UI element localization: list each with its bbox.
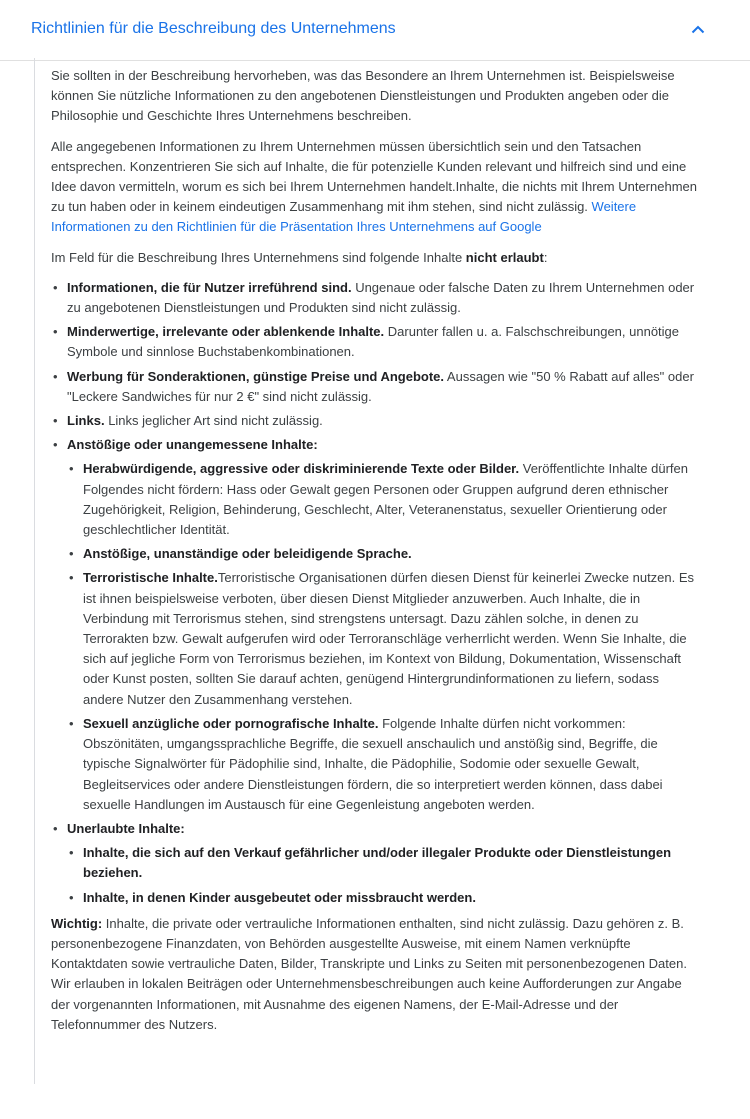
not-allowed-intro-text: Im Feld für die Beschreibung Ihres Unternehmens sind folgende Inhalte [51,249,466,265]
illegal-heading: Unerlaubte Inhalte: [67,820,185,836]
accordion-title[interactable]: Richtlinien für die Beschreibung des Unternehmens [31,20,396,37]
facts-paragraph [51,137,701,238]
list-item [51,278,701,318]
rule-text: Darunter fallen u. a. Falschschreibungen, unnötige Symbole und sinnlose Buchstabenkombinationen. [67,324,680,360]
rule-text: Ungenaue oder falsche Daten zu Ihrem Unternehmen oder zu angebotenen Dienstleistungen und Produkten sind nicht zulässig. [67,279,695,316]
facts-text: Alle angegebenen Informationen zu Ihrem Unternehmen müssen übersichtlich sein und den Tatsachen entsprechen. Konzentrieren Sie sich auf Inhalte, die für potenzielle Kunden relevant und hilfreich sind und eine Idee davon vermitteln, worum es sich bei Ihrem Unternehmen handelt.Inhalte, die nichts mit Ihrem Unternehmen zu tun haben oder in keinem eindeutigen Zusammenhang mit ihm stehen, sind nicht zulässig. [51,138,697,215]
illegal-sublist [67,843,701,908]
subrule-title: Inhalte, in denen Kinder ausgebeutet oder missbraucht werden. [83,889,476,905]
list-item [51,322,701,362]
not-allowed-colon: : [543,249,548,265]
rules-list [51,278,701,908]
list-item [51,435,701,815]
subrule-title: Anstößige, unanständige oder beleidigende Sprache. [83,546,412,562]
subrule-text: Folgende Inhalte dürfen nicht vorkommen: Obszönitäten, umgangssprachliche Begriffe, die sexuell anschaulich und anstößig sind, Begriffe, die typische Signalwörter für Pädophilie sind, Inhalte, die Pädophilie, Sodomie oder sexuelle Gewalt, Begleitservices oder andere Dienstleistungen fördern, die so interpretiert werden können, dass dabei sexuelle Handlungen im Austausch für eine Gegenleistung angeboten werden. [83,715,663,812]
policy-content [51,66,701,1045]
subrule-text: Veröffentlichte Inhalte dürfen Folgendes nicht fördern: Hass oder Gewalt gegen Personen oder Gruppen aufgrund deren ethnischer Zugehörigkeit, Religion, Behinderung, Geschlecht, Alter, Veteranenstatus, sexueller Orientierung oder geschlechtlicher Identität. [83,461,689,538]
important-paragraph [51,914,701,1035]
important-label: Wichtig: [51,915,103,931]
list-item [51,367,701,407]
accordion-panel [34,58,735,1084]
subrule-text: Terroristische Organisationen dürfen diesen Dienst für keinerlei Zwecke nutzen. Es ist ihnen beispielsweise verboten, über diesen Dienst Mitglieder anzuwerben. Auch Inhalte, die in Verbindung mit Terrorismus stehen, sind strengstens untersagt. Dazu zählen solche, in denen zu Terrorakten bzw. Gewalt aufgerufen wird oder Terroranschläge verherrlicht werden. Wenn Sie Inhalte, die sich auf jegliche Form von Terrorismus beziehen, im Kontext von Bildung, Dokumentation, Wissenschaft oder Kunst posten, sollten Sie darauf achten, genügend Hintergrundinformationen zu liefern, sodass andere Nutzer den Zusammenhang verstehen. [83,570,695,707]
subrule-title: Terroristische Inhalte. [83,570,218,586]
rule-text: Aussagen wie "50 % Rabatt auf alles" oder "Leckere Sandwiches für nur 2 €" sind nicht zulässig. [67,368,694,404]
important-text: Inhalte, die private oder vertrauliche Informationen enthalten, sind nicht zulässig. Dazu gehören z. B. personenbezogene Finanzdaten, von Behörden ausgestellte Ausweise, mit einem Namen verknüpfte Kontaktdaten sowie vertrauliche Daten, Bilder, Transkripte und Links zu Seiten mit personenbezogenen Daten. Wir erlauben in lokalen Beiträgen oder Unternehmensbeschreibungen auch keine Aufforderungen zur Angabe der vorgenannten Informationen, mit Ausnahme des eigenen Namens, der E-Mail-Adresse und der Telefonnummer des Nutzers. [51,915,687,1032]
sublist-item [67,843,701,883]
sublist-item [67,714,701,815]
subrule-title: Inhalte, die sich auf den Verkauf gefährlicher und/oder illegaler Produkte oder Dienstleistungen beziehen. [83,845,672,881]
not-allowed-intro [51,248,701,268]
rule-title: Minderwertige, irrelevante oder ablenkende Inhalte. [67,324,385,340]
chevron-up-icon[interactable] [688,20,708,40]
presentation-guidelines-link[interactable]: Weitere Informationen zu den Richtlinien für die Präsentation Ihres Unternehmens auf Google [51,199,637,235]
list-item [51,411,701,431]
not-allowed-emphasis: nicht erlaubt [465,249,544,265]
subrule-title: Herabwürdigende, aggressive oder diskriminierende Texte oder Bilder. [83,461,520,477]
offensive-sublist [67,459,701,814]
sublist-item [67,459,701,540]
sublist-item [67,544,701,564]
rule-title: Werbung für Sonderaktionen, günstige Preise und Angebote. [67,368,445,384]
rule-title: Informationen, die für Nutzer irreführend sind. [67,279,352,295]
offensive-heading: Anstößige oder unangemessene Inhalte: [67,437,318,453]
list-item [51,819,701,908]
rule-title: Links. [67,413,105,429]
accordion-header[interactable] [0,0,750,61]
sublist-item [67,888,701,908]
subrule-title: Sexuell anzügliche oder pornografische Inhalte. [83,715,379,731]
intro-paragraph: Sie sollten in der Beschreibung hervorheben, was das Besondere an Ihrem Unternehmen ist. Beispielsweise können Sie nützliche Informationen zu den angebotenen Dienstleistungen und Produkten angeben oder die Philosophie und Geschichte Ihres Unternehmens beschreiben. [51,68,675,124]
rule-text: Links jeglicher Art sind nicht zulässig. [104,413,323,429]
sublist-item [67,568,701,709]
